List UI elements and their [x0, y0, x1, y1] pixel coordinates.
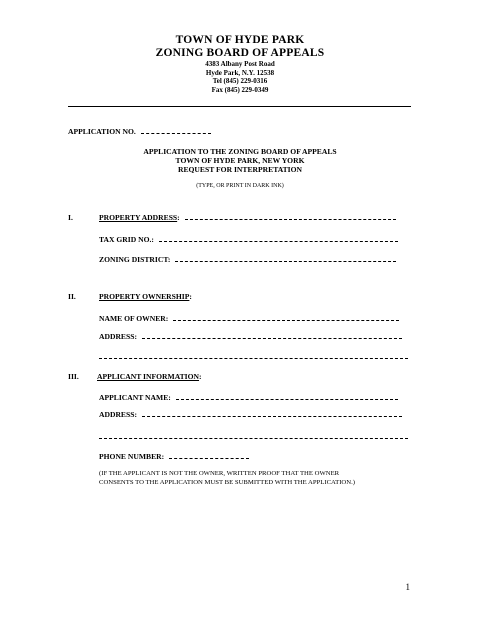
owner-address-field-line2[interactable]: [99, 358, 408, 359]
phone-number-field[interactable]: [169, 452, 249, 459]
property-address-colon: :: [177, 213, 180, 222]
form-title-line3: REQUEST FOR INTERPRETATION: [177, 165, 303, 174]
board-name: ZONING BOARD OF APPEALS: [155, 47, 325, 59]
fax: Fax (845) 229-0349: [211, 85, 269, 94]
property-address-heading: PROPERTY ADDRESS: [99, 213, 178, 222]
property-address-field[interactable]: [185, 213, 396, 220]
section-2-number: II.: [68, 292, 76, 301]
applicant-address-field[interactable]: [142, 410, 402, 417]
property-ownership-heading: PROPERTY OWNERSHIP: [99, 292, 190, 301]
phone-number-label: PHONE NUMBER:: [99, 452, 165, 461]
section-3-number: III.: [68, 372, 79, 381]
tax-grid-field[interactable]: [159, 235, 398, 242]
applicant-information-colon: :: [199, 372, 202, 381]
owner-address-row: [99, 332, 402, 341]
town-name: TOWN OF HYDE PARK: [175, 34, 305, 46]
applicant-name-label: APPLICANT NAME:: [99, 393, 171, 402]
application-no-field[interactable]: [141, 127, 211, 134]
application-no-label: APPLICATION NO.: [68, 127, 136, 136]
applicant-name-row: [99, 393, 398, 402]
applicant-address-field-line2[interactable]: [99, 438, 408, 439]
zoning-district-label: ZONING DISTRICT:: [99, 255, 171, 264]
zoning-district-row: [99, 255, 396, 264]
header-divider: [68, 106, 411, 107]
owner-name-field[interactable]: [173, 314, 399, 321]
letterhead: [0, 34, 480, 94]
owner-address-label: ADDRESS:: [99, 332, 137, 341]
application-no-row: [68, 127, 211, 136]
form-title-line2: TOWN OF HYDE PARK, NEW YORK: [175, 156, 305, 165]
telephone: Tel (845) 229-0316: [212, 77, 268, 86]
owner-name-label: NAME OF OWNER:: [99, 314, 169, 323]
property-ownership-row: [99, 292, 192, 301]
tax-grid-row: [99, 235, 398, 244]
property-address-row: [99, 213, 396, 222]
owner-consent-note-line1: (IF THE APPLICANT IS NOT THE OWNER, WRITTEN PROOF THAT THE OWNER: [99, 470, 340, 477]
zoning-district-field[interactable]: [175, 255, 396, 262]
applicant-name-field[interactable]: [176, 393, 398, 400]
applicant-information-heading: APPLICANT INFORMATION: [97, 372, 200, 381]
street-address: 4383 Albany Post Road: [205, 60, 275, 68]
owner-address-field[interactable]: [142, 332, 402, 339]
city-address: Hyde Park, N.Y. 12538: [205, 68, 275, 77]
property-ownership-colon: :: [189, 292, 192, 301]
tax-grid-label: TAX GRID NO.:: [99, 235, 154, 244]
ink-instruction: (TYPE, OR PRINT IN DARK INK): [196, 183, 284, 189]
owner-name-row: [99, 314, 399, 323]
section-1-number: I.: [68, 213, 73, 222]
applicant-information-row: [97, 372, 202, 381]
applicant-address-label: ADDRESS:: [99, 410, 137, 419]
form-title-line1: APPLICATION TO THE ZONING BOARD OF APPEALS: [143, 147, 337, 156]
page-number: 1: [405, 582, 410, 592]
phone-number-row: [99, 452, 249, 461]
owner-consent-note-line2: CONSENTS TO THE APPLICATION MUST BE SUBMITTED WITH THE APPLICATION.): [99, 478, 355, 486]
applicant-address-row: [99, 410, 402, 419]
